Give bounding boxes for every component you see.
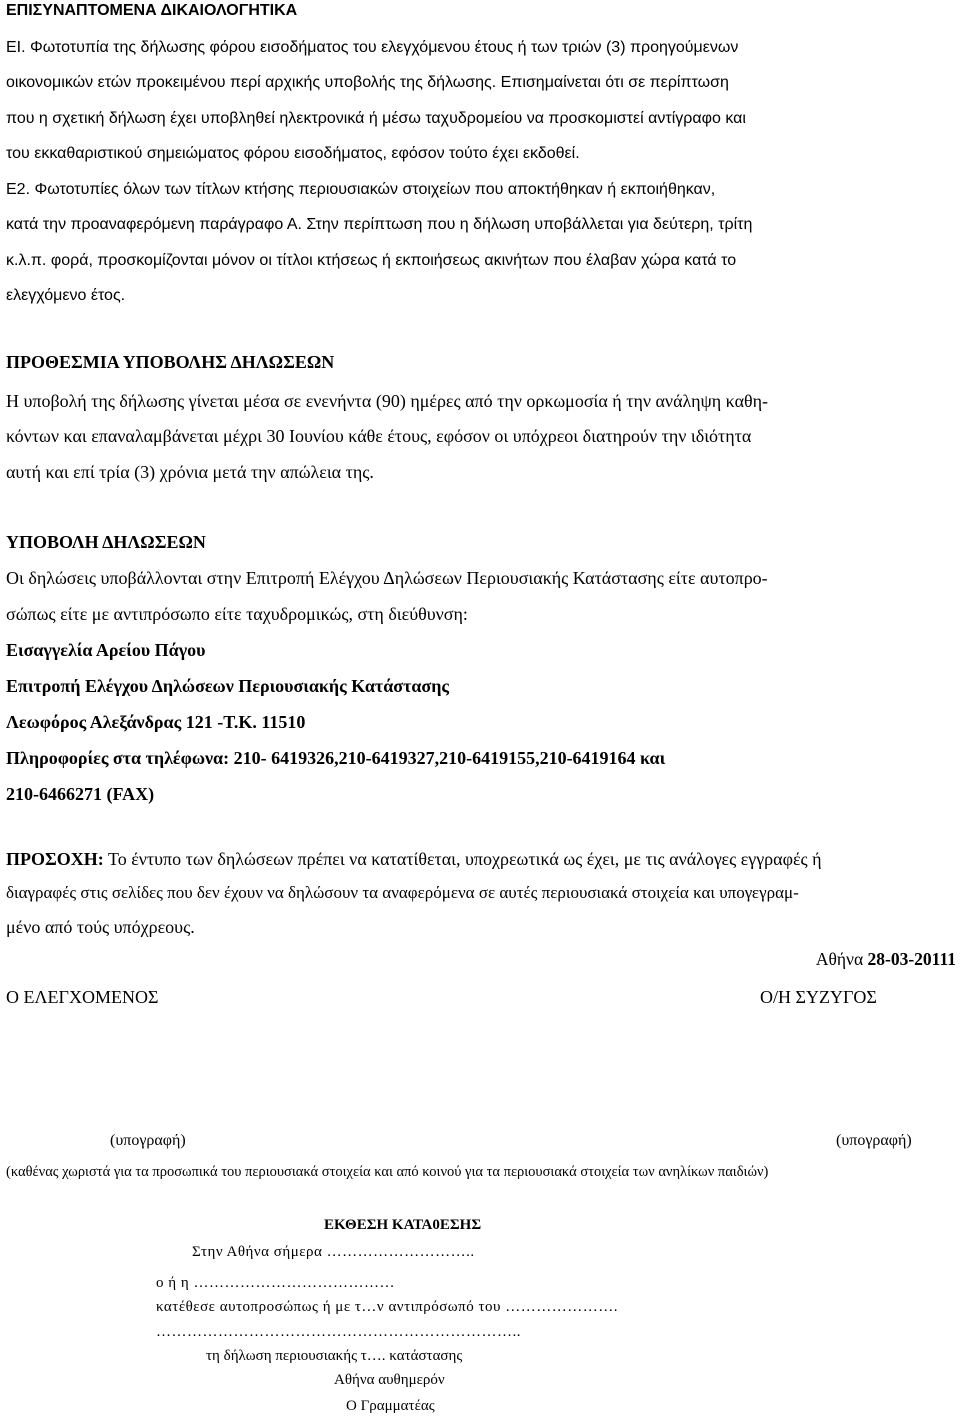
notice-line-3: μένο από τούς υπόχρεους. xyxy=(6,917,195,937)
report-line-5: τη δήλωση περιουσιακής τ…. κατάστασης xyxy=(206,1348,463,1364)
report-line-2: ο ή η ………………………………… xyxy=(156,1275,395,1291)
notice-line-1-text: Το έντυπο των δηλώσεων πρέπει να κατατίθεται, υποχρεωτικά ως έχει, με τις ανάλογες εγγραφές ή xyxy=(103,849,822,869)
submission-line-1: Οι δηλώσεις υποβάλλονται στην Επιτροπή Ελέγχου Δηλώσεων Περιουσιακής Κατάστασης είτε αυτοπρο- xyxy=(6,568,768,588)
declarant-title: Ο ΕΛΕΓΧΟΜΕΝΟΣ xyxy=(6,987,159,1007)
notice-label: ΠΡΟΣΟΧΗ: xyxy=(6,849,104,869)
address-fax-line: 210-6466271 (FAX) xyxy=(6,784,155,804)
date-line xyxy=(816,947,956,971)
address-line-2: Επιτροπή Ελέγχου Δηλώσεων Περιουσιακής Κατάστασης xyxy=(6,676,450,696)
e2-line-4: ελεγχόμενο έτος. xyxy=(6,287,126,304)
deadline-line-1: Η υποβολή της δήλωσης γίνεται μέσα σε ενενήντα (90) ημέρες από την ορκωμοσία ή την ανάληψη καθη- xyxy=(6,391,769,411)
address-line-1: Εισαγγελία Αρείου Πάγου xyxy=(6,640,206,660)
deadline-heading: ΠΡΟΘΕΣΜΙΑ ΥΠΟΒΟΛΗΣ ΔΗΛΩΣΕΩΝ xyxy=(6,352,335,372)
report-line-4: …………………………………………………………….. xyxy=(156,1324,521,1340)
report-line-6: Αθήνα αυθημερόν xyxy=(334,1372,445,1388)
spouse-title: Ο/Η ΣΥΖΥΓΟΣ xyxy=(760,987,877,1007)
e2-line-1: Ε2. Φωτοτυπίες όλων των τίτλων κτήσης περιουσιακών στοιχείων που αποκτήθηκαν ή εκποιήθηκαν, xyxy=(6,181,716,198)
date-place: Αθήνα xyxy=(815,949,868,969)
submission-heading: ΥΠΟΒΟΛΗ ΔΗΛΩΣΕΩΝ xyxy=(6,532,206,552)
e1-line-2: οικονομικών ετών προκειμένου περί αρχικής υποβολής της δήλωσης. Επισημαίνεται ότι σε περίπτωση xyxy=(6,74,729,91)
report-line-7: Ο Γραμματέας xyxy=(346,1398,435,1414)
notice-line-1 xyxy=(6,847,822,871)
notice-line-2: διαγραφές στις σελίδες που δεν έχουν να δηλώσουν τα αναφερόμενα σε αυτές περιουσιακά στοιχεία και υπογεγραμ- xyxy=(6,883,799,902)
signature-note: (καθένας χωριστά για τα προσωπικά του περιουσιακά στοιχεία και από κοινού για τα περιουσιακά στοιχεία των ανηλίκων παιδιών) xyxy=(6,1164,769,1180)
e1-line-3: που η σχετική δήλωση έχει υποβληθεί ηλεκτρονικά ή μέσω ταχυδρομείου να προσκομιστεί αντίγραφο και xyxy=(6,110,746,127)
address-line-3: Λεωφόρος Αλεξάνδρας 121 -Τ.Κ. 11510 xyxy=(6,712,306,732)
deadline-line-2: κόντων και επαναλαμβάνεται μέχρι 30 Ιουνίου κάθε έτους, εφόσον οι υπόχρεοι διατηρούν την ιδιότητα xyxy=(6,426,752,446)
e1-line-1: ΕΙ. Φωτοτυπία της δήλωσης φόρου εισοδήματος του ελεγχόμενου έτους ή των τριών (3) προηγούμενων xyxy=(6,39,739,56)
report-line-3: κατέθεσε αυτοπροσώπως ή με τ…ν αντιπρόσωπό του …………………. xyxy=(156,1299,618,1315)
report-heading: ΕΚΘΕΣΗ ΚΑΤΑ0ΕΣΗΣ xyxy=(324,1217,482,1233)
deadline-line-3: αυτή και επί τρία (3) χρόνια μετά την απώλεια της. xyxy=(6,462,374,482)
date-value: 28-03-20111 xyxy=(867,949,956,969)
e2-line-3: κ.λ.π. φορά, προσκομίζονται μόνον οι τίτλοι κτήσεως ή εκποιήσεως ακινήτων που έλαβαν χώρα κατά το xyxy=(6,252,737,269)
e2-line-2: κατά την προαναφερόμενη παράγραφο Α. Στην περίπτωση που η δήλωση υποβάλλεται για δεύτερη, τρίτη xyxy=(6,216,753,233)
address-phones-line: Πληροφορίες στα τηλέφωνα: 210- 6419326,210-6419327,210-6419155,210-6419164 και xyxy=(6,748,666,768)
submission-line-2: σώπως είτε με αντιπρόσωπο είτε ταχυδρομικώς, στη διεύθυνση: xyxy=(6,604,468,624)
declarant-signature-label: (υπογραφή) xyxy=(110,1132,186,1149)
e1-line-4: του εκκαθαριστικού σημειώματος φόρου εισοδήματος, εφόσον τούτο έχει εκδοθεί. xyxy=(6,145,580,162)
report-line-1: Στην Αθήνα σήμερα ……………………….. xyxy=(192,1244,475,1260)
spouse-signature-label: (υπογραφή) xyxy=(836,1132,912,1149)
attachments-heading: ΕΠΙΣΥΝΑΠΤΟΜΕΝΑ ΔΙΚΑΙΟΛΟΓΗΤΙΚΑ xyxy=(6,2,298,19)
